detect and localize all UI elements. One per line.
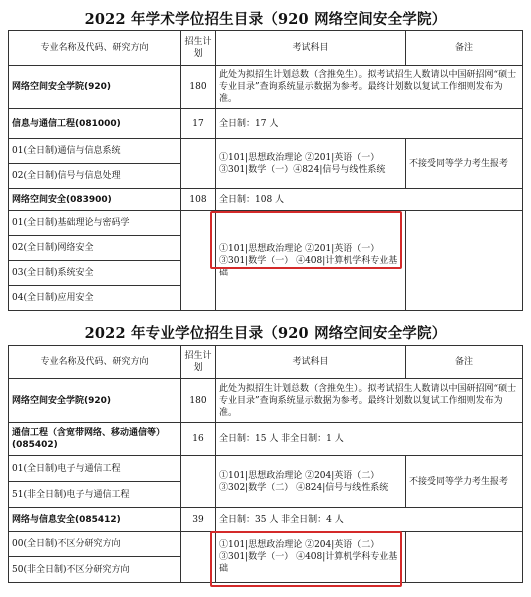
remark <box>406 532 523 583</box>
professional-title: 2022 年专业学位招生目录（920 网络空间安全学院） <box>84 325 447 342</box>
major-row <box>9 423 523 456</box>
header-quota: 招生计划 <box>181 346 216 379</box>
major-row <box>9 109 523 139</box>
direction-name: 02(全日制)信号与信息处理 <box>9 164 181 189</box>
quota-empty-cell <box>181 139 216 189</box>
exam-subjects: ①101|思想政治理论 ②201|英语（一）③301|数学（一）④824|信号与线性系统 <box>216 139 406 189</box>
major-code: 网络空间安全(083900) <box>9 189 181 211</box>
direction-name: 04(全日制)应用安全 <box>9 286 181 311</box>
major-quota: 17 <box>181 109 216 139</box>
header-exam: 考试科目 <box>216 346 406 379</box>
college-row <box>9 66 523 109</box>
direction-row <box>9 456 523 482</box>
highlight-box <box>210 531 402 587</box>
direction-name: 50(非全日制)不区分研究方向 <box>9 557 181 583</box>
college-row <box>9 379 523 423</box>
direction-row <box>9 139 523 164</box>
direction-name: 01(全日制)电子与通信工程 <box>9 456 181 482</box>
header-major: 专业名称及代码、研究方向 <box>9 346 181 379</box>
direction-name: 00(全日制)不区分研究方向 <box>9 532 181 557</box>
college-quota-note: 此处为拟招生计划总数（含推免生）。拟考试招生人数请以中国研招网“硕士专业目录”查询系统显示数据为参考。最终计划数以复试工作细则发布为准。 <box>216 66 523 109</box>
college-quota: 180 <box>181 66 216 109</box>
major-row <box>9 508 523 532</box>
major-quota: 108 <box>181 189 216 211</box>
academic-title: 2022 年学术学位招生目录（920 网络空间安全学院） <box>84 11 447 28</box>
header-major: 专业名称及代码、研究方向 <box>9 31 181 66</box>
college-name: 网络空间安全学院(920) <box>9 379 181 423</box>
highlight-box <box>210 211 402 269</box>
major-code: 通信工程（含宽带网络、移动通信等）(085402) <box>9 423 181 456</box>
table-header-row <box>9 31 523 66</box>
college-quota-note: 此处为拟招生计划总数（含推免生）。拟考试招生人数请以中国研招网“硕士专业目录”查询系统显示数据为参考。最终计划数以复试工作细则发布为准。 <box>216 379 523 423</box>
header-note: 备注 <box>406 31 523 66</box>
major-quota: 39 <box>181 508 216 532</box>
quota-empty-cell <box>181 456 216 508</box>
remark <box>406 211 523 311</box>
exam-subjects: ①101|思想政治理论 ②204|英语（二）③302|数学（二） ④824|信号与线性系统 <box>216 456 406 508</box>
header-exam: 考试科目 <box>216 31 406 66</box>
college-quota: 180 <box>181 379 216 423</box>
major-summary: 全日制：17 人 <box>216 109 523 139</box>
direction-name: 51(非全日制)电子与通信工程 <box>9 482 181 508</box>
major-summary: 全日制：35 人 非全日制：4 人 <box>216 508 523 532</box>
exam-subjects: ①101|思想政治理论 ②201|英语（一）③301|数学（一） ④408|计算机学科专业基础 <box>216 211 406 311</box>
major-summary: 全日制：108 人 <box>216 189 523 211</box>
direction-name: 01(全日制)通信与信息系统 <box>9 139 181 164</box>
table-header-row <box>9 346 523 379</box>
header-quota: 招生计划 <box>181 31 216 66</box>
header-note: 备注 <box>406 346 523 379</box>
major-code: 信息与通信工程(081000) <box>9 109 181 139</box>
major-quota: 16 <box>181 423 216 456</box>
college-name: 网络空间安全学院(920) <box>9 66 181 109</box>
major-code: 网络与信息安全(085412) <box>9 508 181 532</box>
remark: 不接受同等学力考生报考 <box>406 456 523 508</box>
direction-name: 03(全日制)系统安全 <box>9 261 181 286</box>
exam-subjects: ①101|思想政治理论 ②204|英语（二）③301|数学（一） ④408|计算机学科专业基础 <box>216 532 406 583</box>
direction-name: 01(全日制)基础理论与密码学 <box>9 211 181 236</box>
direction-name: 02(全日制)网络安全 <box>9 236 181 261</box>
major-summary: 全日制：15 人 非全日制：1 人 <box>216 423 523 456</box>
remark: 不接受同等学力考生报考 <box>406 139 523 189</box>
major-row <box>9 189 523 211</box>
